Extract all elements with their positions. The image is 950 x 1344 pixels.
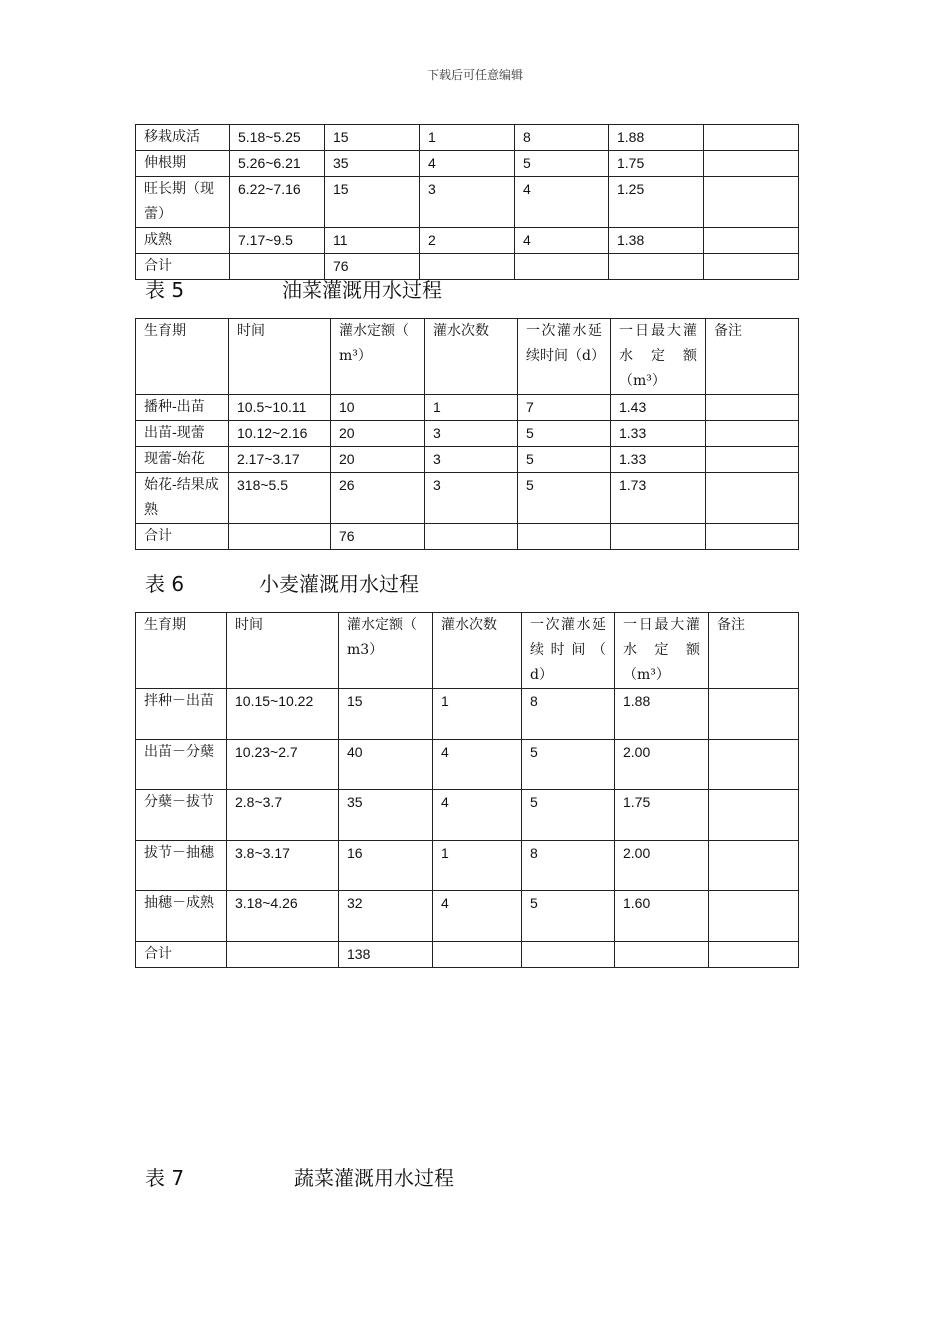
row-label-cell: 出苗－分蘖 — [136, 740, 227, 790]
table-cell: 10.23~2.7 — [227, 740, 339, 790]
table-cell: 16 — [339, 841, 433, 891]
table-cell — [706, 395, 799, 421]
table-row — [136, 891, 799, 942]
row-label-cell: 合计 — [136, 524, 229, 550]
table-cell: 3 — [425, 447, 518, 473]
row-label-cell: 拔节－抽穗 — [136, 841, 227, 891]
table-cell — [522, 942, 615, 968]
table-cell: 3.18~4.26 — [227, 891, 339, 942]
table-cell: 35 — [325, 151, 420, 177]
table-cell — [704, 254, 799, 280]
table7-title: 蔬菜灌溉用水过程 — [294, 1166, 454, 1190]
table-cell: 2.8~3.7 — [227, 790, 339, 841]
table-cell: 1.33 — [611, 421, 706, 447]
header-cell: 生育期 — [136, 613, 227, 689]
table-cell: 5 — [518, 447, 611, 473]
table-row — [136, 790, 799, 841]
table-cell: 8 — [522, 841, 615, 891]
table-continuation — [135, 124, 799, 280]
header-cell: 灌水定额（ m3） — [339, 613, 433, 689]
table-cell: 5 — [522, 740, 615, 790]
header-cell: 备注 — [709, 613, 799, 689]
row-label-cell: 抽穗－成熟 — [136, 891, 227, 942]
header-cell: 灌水定额（ m³） — [331, 319, 425, 395]
table-cell: 4 — [515, 228, 609, 254]
table-cell: 7 — [518, 395, 611, 421]
header-cell: 一次灌水延续时间（d） — [518, 319, 611, 395]
table-cell: 8 — [515, 125, 609, 151]
header-cell: 生育期 — [136, 319, 229, 395]
table-cell: 32 — [339, 891, 433, 942]
table-cell: 5 — [518, 473, 611, 524]
table-row — [136, 524, 799, 550]
table-cell — [515, 254, 609, 280]
table-cell — [709, 740, 799, 790]
table-cell: 5 — [515, 151, 609, 177]
page-header: 下载后可任意编辑 — [426, 68, 523, 82]
table-cell: 15 — [325, 177, 420, 228]
table-cell: 4 — [433, 790, 522, 841]
row-label-cell: 现蕾-始花 — [136, 447, 229, 473]
row-label-cell: 始花-结果成熟 — [136, 473, 229, 524]
table-cell — [433, 942, 522, 968]
table-cell — [706, 524, 799, 550]
table-cell — [709, 689, 799, 740]
table-cell: 2.00 — [615, 841, 709, 891]
table-cell — [706, 421, 799, 447]
table-row — [136, 473, 799, 524]
table-cell — [709, 942, 799, 968]
table6-caption — [145, 570, 419, 598]
table-row — [136, 228, 799, 254]
table-cell: 4 — [433, 740, 522, 790]
header-cell: 一日最大灌水定额（m³） — [611, 319, 706, 395]
table-cell: 1.43 — [611, 395, 706, 421]
table-cell: 138 — [339, 942, 433, 968]
table-cell: 20 — [331, 447, 425, 473]
table-cell: 5 — [522, 891, 615, 942]
table-header-row — [136, 613, 799, 689]
table-cell — [704, 228, 799, 254]
table-cell — [704, 177, 799, 228]
table-continuation-body — [136, 125, 799, 280]
table-cell: 1 — [433, 841, 522, 891]
table-cell: 2 — [420, 228, 515, 254]
table-cell: 3 — [425, 421, 518, 447]
table6-body — [136, 613, 799, 968]
header-cell: 备注 — [706, 319, 799, 395]
table-cell: 11 — [325, 228, 420, 254]
table-row — [136, 942, 799, 968]
table7-label: 表 7 — [145, 1166, 185, 1190]
table-cell — [425, 524, 518, 550]
table6 — [135, 612, 799, 968]
table-cell: 15 — [325, 125, 420, 151]
table-cell: 4 — [515, 177, 609, 228]
row-label-cell: 拌种－出苗 — [136, 689, 227, 740]
table-cell: 2.17~3.17 — [229, 447, 331, 473]
table5-title: 油菜灌溉用水过程 — [282, 278, 442, 302]
table-cell: 1 — [425, 395, 518, 421]
table-cell: 318~5.5 — [229, 473, 331, 524]
table-cell: 4 — [420, 151, 515, 177]
table-row — [136, 177, 799, 228]
table7-caption — [145, 1164, 454, 1192]
table-cell — [229, 524, 331, 550]
table-header-row — [136, 319, 799, 395]
header-cell: 时间 — [227, 613, 339, 689]
table-row — [136, 395, 799, 421]
table-cell: 20 — [331, 421, 425, 447]
table-row — [136, 447, 799, 473]
table-cell: 3.8~3.17 — [227, 841, 339, 891]
table-cell: 76 — [325, 254, 420, 280]
table-row — [136, 254, 799, 280]
table-row — [136, 151, 799, 177]
table-cell: 4 — [433, 891, 522, 942]
table-cell: 3 — [420, 177, 515, 228]
table-cell: 1.75 — [609, 151, 704, 177]
table-cell: 5 — [518, 421, 611, 447]
table-row — [136, 740, 799, 790]
table-cell: 6.22~7.16 — [230, 177, 325, 228]
table-row — [136, 125, 799, 151]
header-cell: 灌水次数 — [425, 319, 518, 395]
table-cell: 1.33 — [611, 447, 706, 473]
table-cell: 35 — [339, 790, 433, 841]
table-cell: 3 — [425, 473, 518, 524]
table-cell — [615, 942, 709, 968]
header-cell: 时间 — [229, 319, 331, 395]
row-label-cell: 成熟 — [136, 228, 230, 254]
table-cell: 1.38 — [609, 228, 704, 254]
table-cell — [704, 151, 799, 177]
table-row — [136, 689, 799, 740]
header-cell: 灌水次数 — [433, 613, 522, 689]
table-cell: 5 — [522, 790, 615, 841]
row-label-cell: 出苗-现蕾 — [136, 421, 229, 447]
table-cell: 15 — [339, 689, 433, 740]
table-cell — [609, 254, 704, 280]
table-cell: 5.18~5.25 — [230, 125, 325, 151]
table-row — [136, 421, 799, 447]
table-cell — [709, 790, 799, 841]
table-row — [136, 841, 799, 891]
table-cell: 40 — [339, 740, 433, 790]
table5-caption — [145, 276, 442, 304]
row-label-cell: 合计 — [136, 254, 230, 280]
table-cell: 8 — [522, 689, 615, 740]
table-cell: 1 — [433, 689, 522, 740]
table-cell — [709, 891, 799, 942]
table-cell: 76 — [331, 524, 425, 550]
table-cell — [611, 524, 706, 550]
table-cell: 1.88 — [609, 125, 704, 151]
table-cell: 7.17~9.5 — [230, 228, 325, 254]
table5-label: 表 5 — [145, 278, 185, 302]
row-label-cell: 旺长期（现蕾） — [136, 177, 230, 228]
table-cell: 1.75 — [615, 790, 709, 841]
table-cell: 1 — [420, 125, 515, 151]
table-cell: 5.26~6.21 — [230, 151, 325, 177]
table-cell: 1.60 — [615, 891, 709, 942]
header-cell: 一次灌水延续时间（ d） — [522, 613, 615, 689]
table-cell — [706, 447, 799, 473]
table-cell: 10 — [331, 395, 425, 421]
table-cell — [706, 473, 799, 524]
table-cell: 2.00 — [615, 740, 709, 790]
row-label-cell: 合计 — [136, 942, 227, 968]
table-cell: 10.12~2.16 — [229, 421, 331, 447]
row-label-cell: 播种-出苗 — [136, 395, 229, 421]
table-cell: 10.15~10.22 — [227, 689, 339, 740]
table5 — [135, 318, 799, 550]
row-label-cell: 伸根期 — [136, 151, 230, 177]
row-label-cell: 分蘖－拔节 — [136, 790, 227, 841]
table-cell: 1.25 — [609, 177, 704, 228]
table-cell: 10.5~10.11 — [229, 395, 331, 421]
table5-body — [136, 319, 799, 550]
table-cell — [518, 524, 611, 550]
table6-title: 小麦灌溉用水过程 — [259, 572, 419, 596]
table-cell — [704, 125, 799, 151]
table-cell: 1.88 — [615, 689, 709, 740]
table-cell: 1.73 — [611, 473, 706, 524]
table6-label: 表 6 — [145, 572, 185, 596]
row-label-cell: 移栽成活 — [136, 125, 230, 151]
header-cell: 一日最大灌水定额（m³） — [615, 613, 709, 689]
table-cell — [709, 841, 799, 891]
table-cell — [227, 942, 339, 968]
table-cell: 26 — [331, 473, 425, 524]
